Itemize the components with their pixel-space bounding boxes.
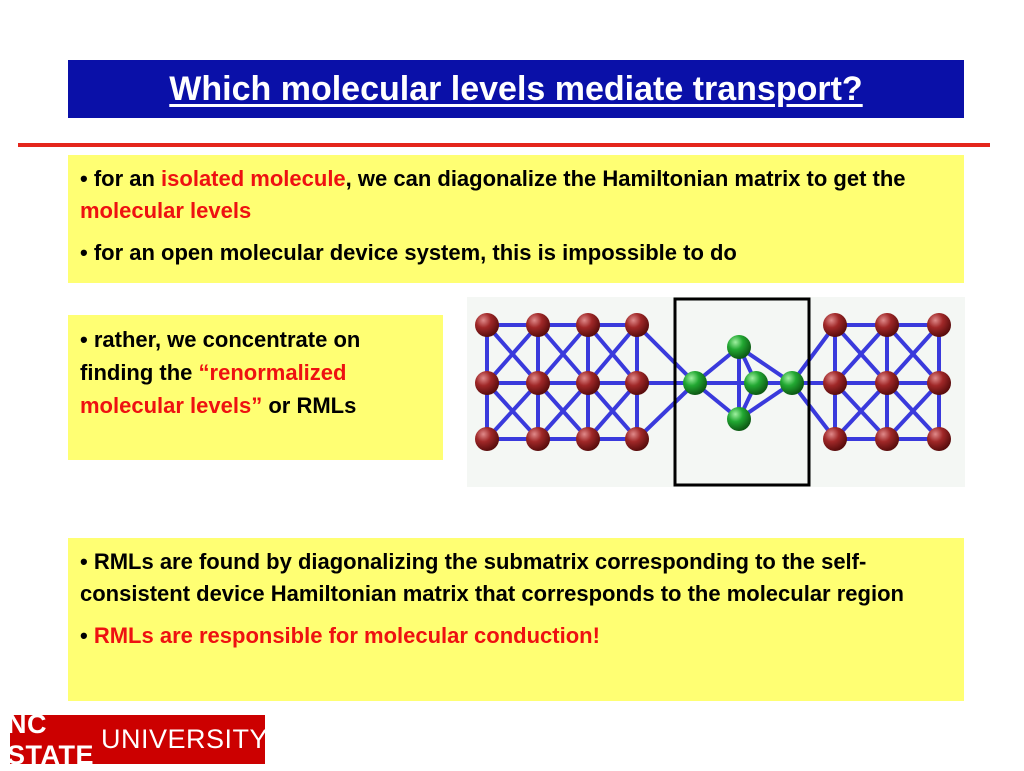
- ncsu-logo: [6, 708, 269, 770]
- lead-atom: [625, 427, 649, 451]
- molecule-atom: [727, 335, 751, 359]
- molecule-atom: [744, 371, 768, 395]
- bond-line: [637, 325, 695, 383]
- lead-atom: [475, 371, 499, 395]
- bond-line: [637, 383, 695, 439]
- lead-atom: [823, 313, 847, 337]
- lead-atom: [576, 371, 600, 395]
- lead-atom: [927, 313, 951, 337]
- lead-atom: [526, 427, 550, 451]
- text-segment: , we can diagonalize the Hamiltonian matrix to get the: [345, 166, 906, 191]
- text-box-isolated-molecule: [68, 155, 964, 283]
- text-box-rml-findings: [68, 538, 964, 701]
- junction-svg: [467, 297, 965, 487]
- lead-atom: [475, 313, 499, 337]
- lead-atom: [823, 371, 847, 395]
- highlight-isolated-molecule: isolated molecule: [161, 166, 346, 191]
- text-segment: • for an: [80, 166, 162, 191]
- title-banner: [68, 60, 964, 118]
- lead-atom: [875, 427, 899, 451]
- molecule-atom: [683, 371, 707, 395]
- logo-nc-state: NC STATE: [6, 708, 94, 770]
- lead-atom: [576, 427, 600, 451]
- lead-atom: [927, 371, 951, 395]
- molecule-atom: [780, 371, 804, 395]
- lead-atom: [625, 371, 649, 395]
- text-segment: •: [80, 622, 94, 648]
- molecule-atom: [727, 407, 751, 431]
- highlight-rml-conduction: RMLs are responsible for molecular conduction!: [93, 622, 600, 648]
- lead-atom: [576, 313, 600, 337]
- lead-atom: [526, 371, 550, 395]
- text-box-rml: [68, 315, 443, 460]
- bullet-open-system: • for an open molecular device system, this is impossible to do: [80, 239, 737, 265]
- highlight-renormalized-levels: “renormalized molecular levels”: [80, 360, 347, 418]
- bullet-rml-diagonalize: • RMLs are found by diagonalizing the submatrix corresponding to the self-consistent device Hamiltonian matrix that corresponds to the molecular region: [80, 549, 904, 606]
- lead-atom: [927, 427, 951, 451]
- lead-atom: [875, 371, 899, 395]
- divider-line: [18, 143, 990, 147]
- lead-atom: [475, 427, 499, 451]
- bullet-rml-conduction: [80, 620, 952, 652]
- lead-atom: [526, 313, 550, 337]
- bullet-rml: [80, 323, 431, 422]
- logo-university: UNIVERSITY: [100, 724, 269, 754]
- text-segment: or RMLs: [262, 393, 357, 418]
- text-segment: • rather, we concentrate on finding the: [80, 327, 361, 385]
- bond-layer: [487, 325, 939, 439]
- bullet-isolated-molecule: [80, 163, 952, 227]
- slide-title: Which molecular levels mediate transport?: [169, 69, 863, 108]
- lead-atom: [823, 427, 847, 451]
- highlight-molecular-levels: molecular levels: [80, 197, 252, 223]
- molecular-junction-diagram: [467, 297, 965, 487]
- lead-atom: [625, 313, 649, 337]
- lead-atom: [875, 313, 899, 337]
